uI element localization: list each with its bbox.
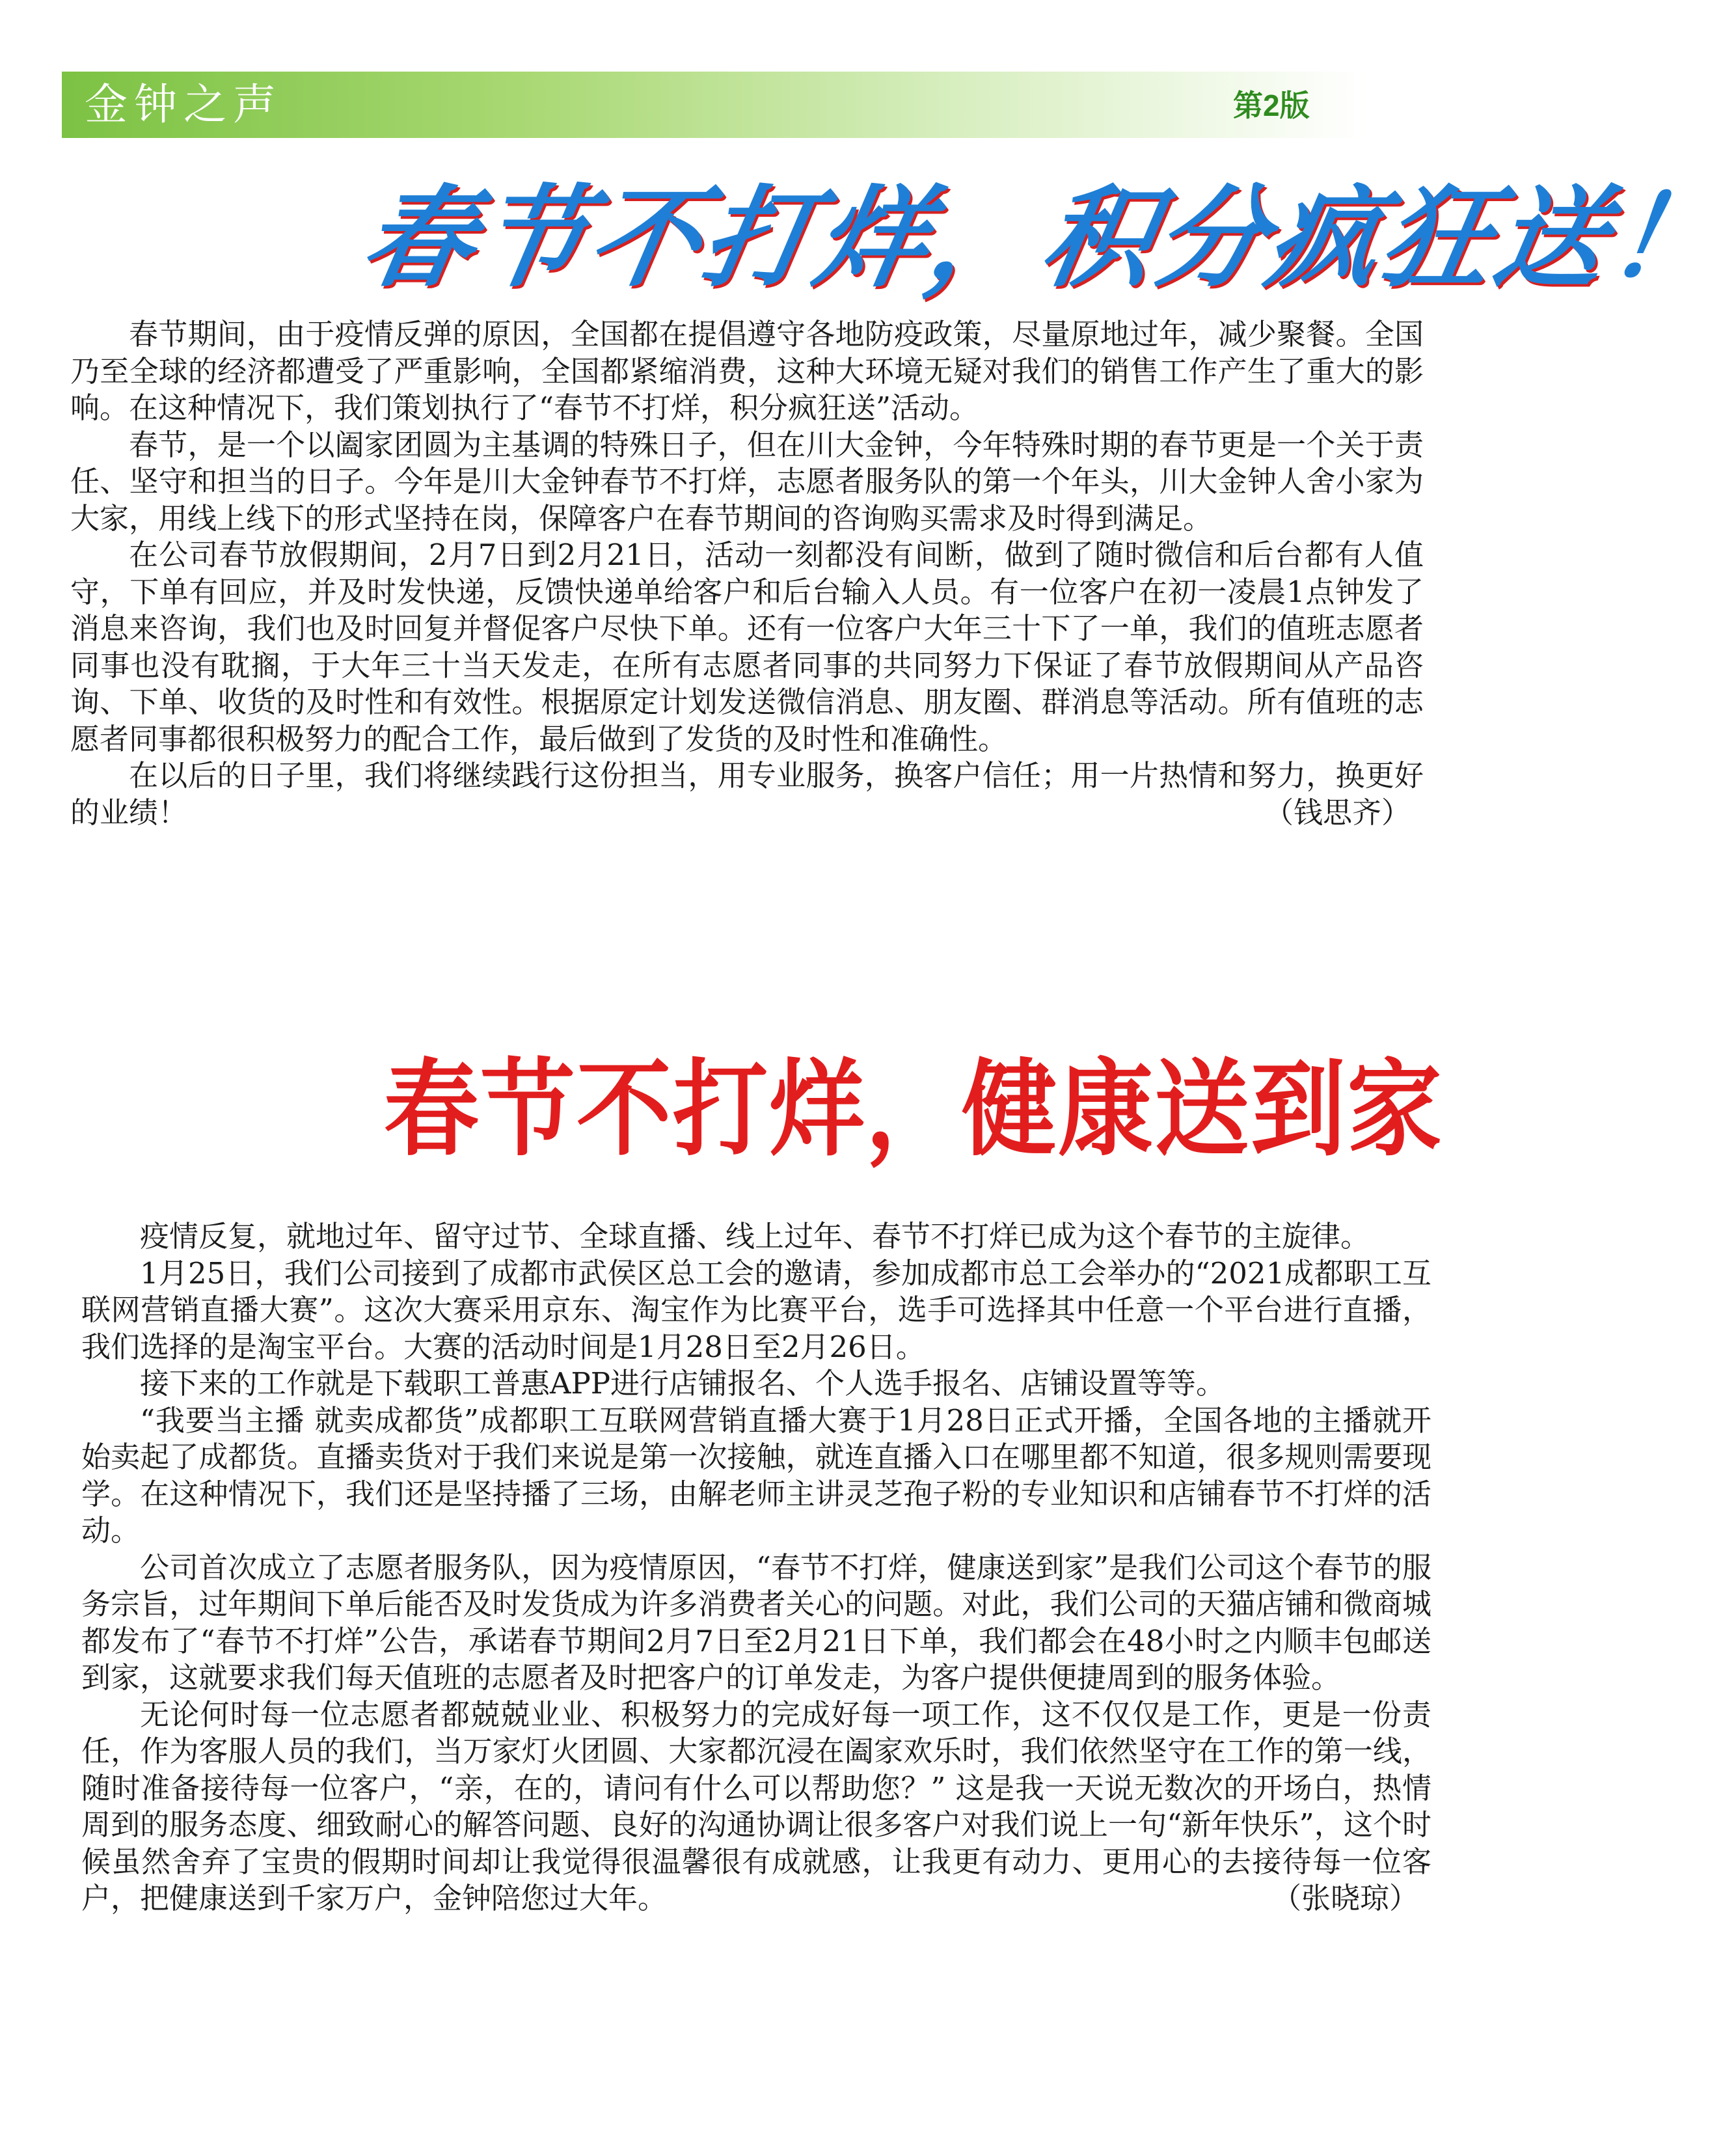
article1-headline: [351, 163, 1735, 312]
article1-paragraph: 在公司春节放假期间，2月7日到2月21日，活动一刻都没有间断，做到了随时微信和后台都有人值守，下单有回应，并及时发快递，反馈快递单给客户和后台输入人员。有一位客户在初一凌晨1点钟发了消息来咨询，我们也及时回复并督促客户尽快下单。还有一位客户大年三十下了一单，我们的值班志愿者同事也没有耽搁，于大年三十当天发走，在所有志愿者同事的共同努力下保证了春节放假期间从产品咨询、下单、收货的及时性和有效性。根据原定计划发送微信消息、朋友圈、群消息等活动。所有值班的志愿者同事都很积极努力的配合工作，最后做到了发货的及时性和准确性。: [70, 538, 1424, 756]
article2-author: （张晓琼）: [1271, 1881, 1418, 1915]
article1-paragraph: 在以后的日子里，我们将继续践行这份担当，用专业服务，换客户信任；用一片热情和努力，换更好的业绩！: [70, 758, 1424, 830]
article2-body: [81, 1218, 1431, 1917]
article2-paragraph: 疫情反复，就地过年、留守过节、全球直播、线上过年、春节不打烊已成为这个春节的主旋律。: [140, 1219, 1370, 1253]
edition-number: 第2版: [1233, 89, 1310, 122]
article1-headline-exclamation: ！: [1598, 173, 1735, 302]
article2-paragraph: 1月25日，我们公司接到了成都市武侯区总工会的邀请，参加成都市总工会举办的“2021成都职工互联网营销直播大赛”。这次大赛采用京东、淘宝作为比赛平台，选手可选择其中任意一个平台进行直播，我们选择的是淘宝平台。大赛的活动时间是1月28日至2月26日。: [81, 1255, 1431, 1364]
article2-paragraph: 公司首次成立了志愿者服务队，因为疫情原因，“春节不打烊，健康送到家”是我们公司这个春节的服务宗旨，过年期间下单后能否及时发货成为许多消费者关心的问题。对此，我们公司的天猫店铺和微商城都发布了“春节不打烊”公告，承诺春节期间2月7日至2月21日下单，我们都会在48小时之内顺丰包邮送到家，这就要求我们每天值班的志愿者及时把客户的订单发走，为客户提供便捷周到的服务体验。: [81, 1550, 1431, 1695]
article1-paragraph: 春节期间，由于疫情反弹的原因，全国都在提倡遵守各地防疫政策，尽量原地过年，减少聚餐。全国乃至全球的经济都遭受了严重影响，全国都紧缩消费，这种大环境无疑对我们的销售工作产生了重大的影响。在这种情况下，我们策划执行了“春节不打烊，积分疯狂送”活动。: [70, 317, 1424, 425]
masthead-title: 金钟之声: [85, 79, 282, 130]
article1-headline-text: 春节不打烊，积分疯狂送: [353, 173, 1621, 302]
article1-author: （钱思齐）: [1264, 795, 1411, 830]
article2-paragraph: 无论何时每一位志愿者都兢兢业业、积极努力的完成好每一项工作，这不仅仅是工作，更是一份责任，作为客服人员的我们，当万家灯火团圆、大家都沉浸在阖家欢乐时，我们依然坚守在工作的第一线，随时准备接待每一位客户，“亲，在的，请问有什么可以帮助您？” 这是我一天说无数次的开场白，热情周到的服务态度、细致耐心的解答问题、良好的沟通协调让很多客户对我们说上一句“新年快乐”，这个时候虽然舍弃了宝贵的假期时间却让我觉得很温馨很有成就感，让我更有动力、更用心的去接待每一位客户，把健康送到千家万户，金钟陪您过大年。: [81, 1697, 1431, 1915]
article2-paragraph: “我要当主播 就卖成都货”成都职工互联网营销直播大赛于1月28日正式开播，全国各地的主播就开始卖起了成都货。直播卖货对于我们来说是第一次接触，就连直播入口在哪里都不知道，很多规则需要现学。在这种情况下，我们还是坚持播了三场，由解老师主讲灵芝孢子粉的专业知识和店铺春节不打烊的活动。: [81, 1403, 1431, 1548]
article1-paragraph: 春节，是一个以阖家团圆为主基调的特殊日子，但在川大金钟，今年特殊时期的春节更是一个关于责任、坚守和担当的日子。今年是川大金钟春节不打烊，志愿者服务队的第一个年头，川大金钟人舍小家为大家，用线上线下的形式坚持在岗，保障客户在春节期间的咨询购买需求及时得到满足。: [70, 427, 1424, 536]
article1-body: [70, 316, 1424, 831]
article2-paragraph: 接下来的工作就是下载职工普惠APP进行店铺报名、个人选手报名、店铺设置等等。: [140, 1366, 1226, 1401]
article2-headline: 春节不打烊，健康送到家: [384, 1048, 1443, 1171]
